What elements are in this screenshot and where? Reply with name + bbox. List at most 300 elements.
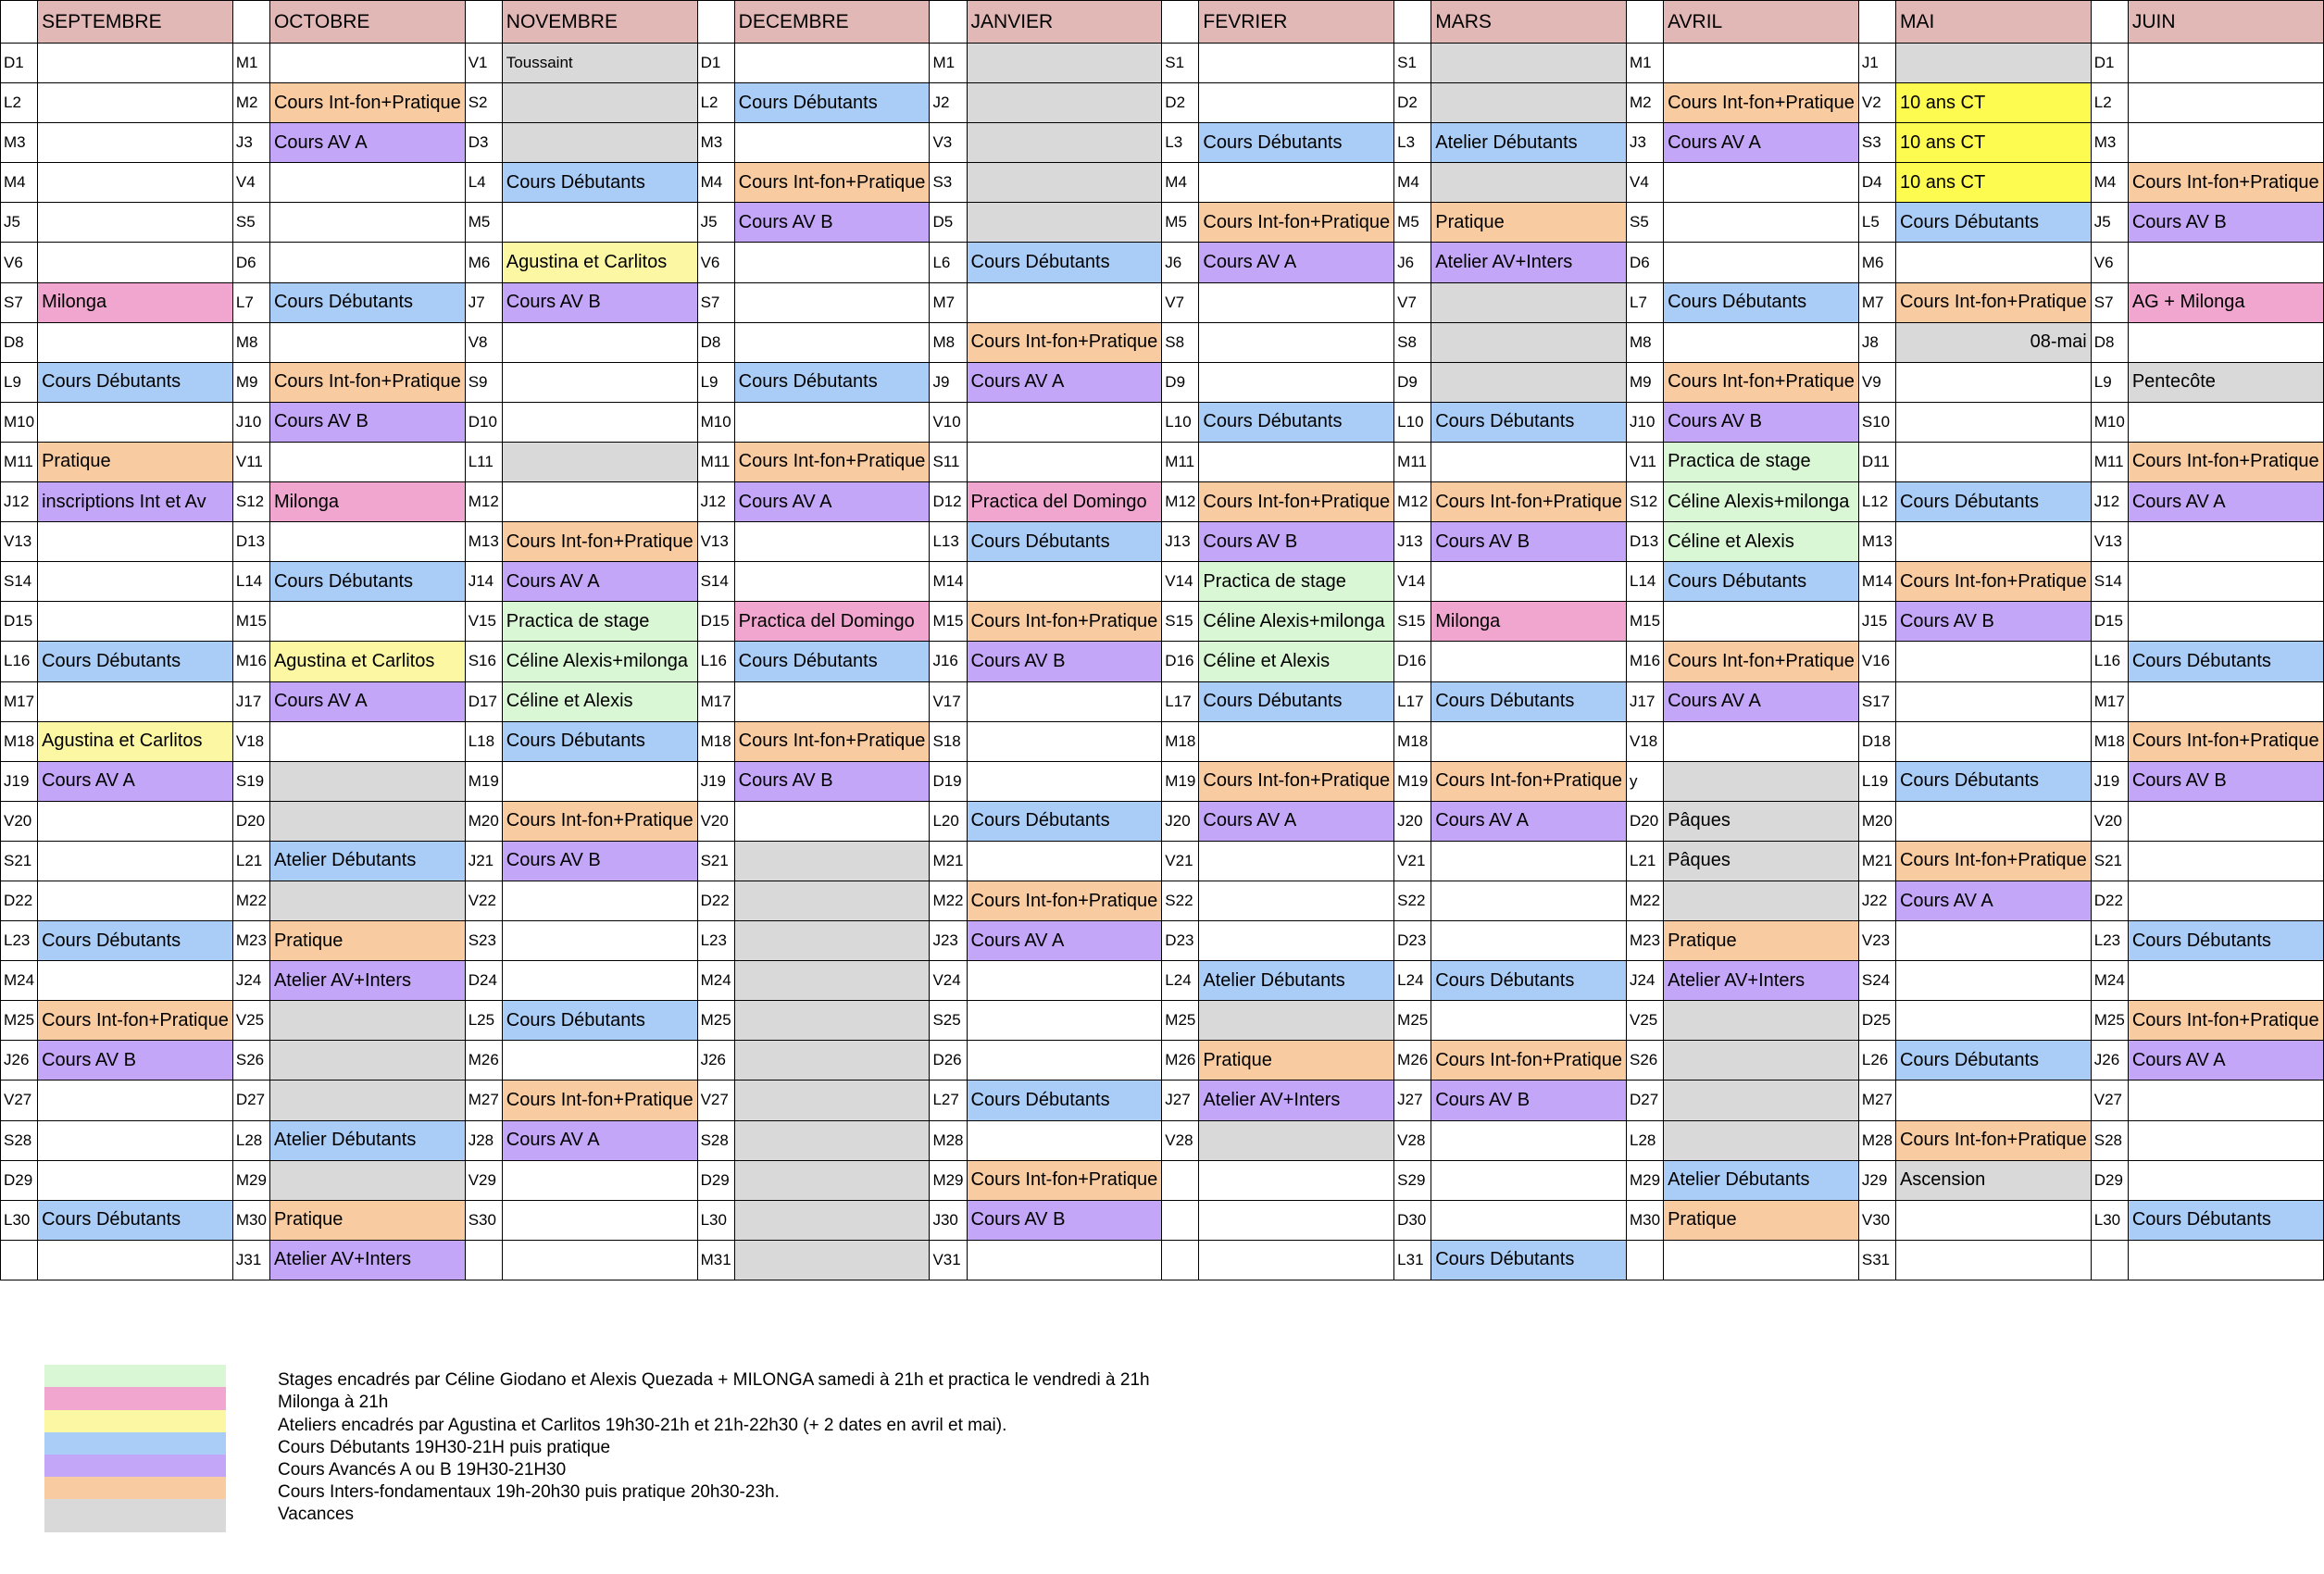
event-cell[interactable]: Cours Débutants [1895, 761, 2091, 801]
event-cell[interactable] [734, 1120, 930, 1160]
event-cell[interactable] [1199, 44, 1394, 83]
event-cell[interactable] [1199, 721, 1394, 761]
event-cell[interactable] [269, 322, 465, 362]
event-cell[interactable]: Cours Int-fon+Pratique [2128, 442, 2323, 481]
event-cell[interactable] [1895, 402, 2091, 442]
event-cell[interactable]: Cours Int-fon+Pratique [502, 522, 697, 562]
event-cell[interactable]: Cours Débutants [1431, 961, 1627, 1001]
event-cell[interactable] [502, 961, 697, 1001]
event-cell[interactable]: Cours AV B [2128, 761, 2323, 801]
event-cell[interactable] [1895, 721, 2091, 761]
event-cell[interactable] [1431, 44, 1627, 83]
event-cell[interactable] [734, 681, 930, 721]
event-cell[interactable]: Cours Débutants [1199, 681, 1394, 721]
event-cell[interactable] [1664, 761, 1859, 801]
event-cell[interactable] [502, 881, 697, 920]
event-cell[interactable]: Cours AV B [269, 402, 465, 442]
event-cell[interactable]: AG + Milonga [2128, 282, 2323, 322]
event-cell[interactable]: Atelier Débutants [269, 1120, 465, 1160]
event-cell[interactable]: Atelier AV+Inters [1431, 243, 1627, 282]
event-cell[interactable] [1664, 243, 1859, 282]
event-cell[interactable]: Cours Int-fon+Pratique [1895, 282, 2091, 322]
event-cell[interactable]: Cours Débutants [502, 163, 697, 203]
event-cell[interactable]: Pratique [1664, 921, 1859, 961]
event-cell[interactable] [734, 801, 930, 841]
event-cell[interactable]: Atelier AV+Inters [1199, 1081, 1394, 1120]
event-cell[interactable]: Cours Int-fon+Pratique [1664, 642, 1859, 681]
event-cell[interactable] [38, 322, 233, 362]
event-cell[interactable] [734, 1240, 930, 1280]
event-cell[interactable]: Cours AV B [1664, 402, 1859, 442]
event-cell[interactable] [1895, 522, 2091, 562]
event-cell[interactable]: Cours AV A [1895, 881, 2091, 920]
event-cell[interactable]: Cours Int-fon+Pratique [1895, 1120, 2091, 1160]
event-cell[interactable]: Milonga [269, 482, 465, 522]
event-cell[interactable] [1664, 1001, 1859, 1041]
event-cell[interactable]: Cours Débutants [1895, 203, 2091, 243]
event-cell[interactable] [734, 881, 930, 920]
event-cell[interactable] [1664, 1240, 1859, 1280]
event-cell[interactable]: Cours AV A [967, 362, 1162, 402]
event-cell[interactable]: Pratique [38, 442, 233, 481]
event-cell[interactable]: Cours AV B [734, 203, 930, 243]
event-cell[interactable] [1431, 362, 1627, 402]
event-cell[interactable] [269, 44, 465, 83]
event-cell[interactable]: Cours Int-fon+Pratique [967, 602, 1162, 642]
event-cell[interactable]: Cours Int-fon+Pratique [967, 881, 1162, 920]
event-cell[interactable] [502, 322, 697, 362]
event-cell[interactable] [1199, 282, 1394, 322]
event-cell[interactable] [1895, 243, 2091, 282]
event-cell[interactable] [734, 123, 930, 163]
event-cell[interactable] [1199, 1160, 1394, 1200]
event-cell[interactable] [1895, 1001, 2091, 1041]
event-cell[interactable] [502, 761, 697, 801]
event-cell[interactable] [2128, 522, 2323, 562]
event-cell[interactable]: Cours Int-fon+Pratique [1431, 482, 1627, 522]
event-cell[interactable] [502, 921, 697, 961]
event-cell[interactable] [734, 44, 930, 83]
event-cell[interactable]: Practica de stage [1664, 442, 1859, 481]
event-cell[interactable] [1664, 881, 1859, 920]
event-cell[interactable]: Cours AV A [1431, 801, 1627, 841]
event-cell[interactable] [1431, 881, 1627, 920]
event-cell[interactable] [1895, 1200, 2091, 1240]
event-cell[interactable]: Céline et Alexis [1199, 642, 1394, 681]
event-cell[interactable]: Cours Débutants [734, 362, 930, 402]
event-cell[interactable]: Cours AV B [1895, 602, 2091, 642]
event-cell[interactable] [1431, 83, 1627, 123]
event-cell[interactable] [2128, 322, 2323, 362]
event-cell[interactable] [1895, 961, 2091, 1001]
event-cell[interactable]: Atelier Débutants [269, 841, 465, 881]
event-cell[interactable]: Cours AV A [1664, 123, 1859, 163]
event-cell[interactable] [1199, 362, 1394, 402]
event-cell[interactable] [2128, 1120, 2323, 1160]
event-cell[interactable] [1431, 322, 1627, 362]
event-cell[interactable] [967, 681, 1162, 721]
event-cell[interactable] [1895, 362, 2091, 402]
event-cell[interactable] [269, 801, 465, 841]
event-cell[interactable] [1664, 1041, 1859, 1081]
event-cell[interactable]: Atelier AV+Inters [269, 961, 465, 1001]
event-cell[interactable]: Cours Débutants [1664, 282, 1859, 322]
event-cell[interactable]: 08-mai [1895, 322, 2091, 362]
event-cell[interactable] [1895, 681, 2091, 721]
event-cell[interactable] [734, 282, 930, 322]
event-cell[interactable] [38, 402, 233, 442]
event-cell[interactable] [1199, 1001, 1394, 1041]
event-cell[interactable] [38, 801, 233, 841]
event-cell[interactable]: Practica de stage [1199, 562, 1394, 602]
event-cell[interactable] [38, 881, 233, 920]
event-cell[interactable]: Céline et Alexis [502, 681, 697, 721]
event-cell[interactable]: Practica de stage [502, 602, 697, 642]
event-cell[interactable] [967, 282, 1162, 322]
event-cell[interactable] [502, 442, 697, 481]
event-cell[interactable]: Cours AV B [1431, 1081, 1627, 1120]
event-cell[interactable] [2128, 83, 2323, 123]
event-cell[interactable] [2128, 1160, 2323, 1200]
event-cell[interactable] [967, 1041, 1162, 1081]
event-cell[interactable] [1664, 721, 1859, 761]
event-cell[interactable]: Agustina et Carlitos [502, 243, 697, 282]
event-cell[interactable] [967, 1120, 1162, 1160]
event-cell[interactable]: Cours AV A [502, 562, 697, 602]
event-cell[interactable]: Cours AV A [1199, 243, 1394, 282]
event-cell[interactable]: Cours AV B [734, 761, 930, 801]
event-cell[interactable] [967, 562, 1162, 602]
event-cell[interactable] [1895, 44, 2091, 83]
event-cell[interactable] [1431, 282, 1627, 322]
event-cell[interactable]: Cours Débutants [734, 83, 930, 123]
event-cell[interactable]: Cours Débutants [1895, 482, 2091, 522]
event-cell[interactable]: Cours Int-fon+Pratique [269, 362, 465, 402]
event-cell[interactable]: Atelier AV+Inters [1664, 961, 1859, 1001]
event-cell[interactable]: Atelier Débutants [1199, 961, 1394, 1001]
event-cell[interactable] [2128, 562, 2323, 602]
event-cell[interactable]: 10 ans CT [1895, 123, 2091, 163]
event-cell[interactable]: Cours Débutants [502, 1001, 697, 1041]
event-cell[interactable] [734, 1160, 930, 1200]
event-cell[interactable] [734, 522, 930, 562]
event-cell[interactable]: Cours AV A [1199, 801, 1394, 841]
event-cell[interactable] [2128, 801, 2323, 841]
event-cell[interactable] [269, 163, 465, 203]
event-cell[interactable] [967, 163, 1162, 203]
event-cell[interactable] [1664, 322, 1859, 362]
event-cell[interactable] [1199, 881, 1394, 920]
event-cell[interactable] [269, 1041, 465, 1081]
event-cell[interactable]: Cours Débutants [2128, 642, 2323, 681]
event-cell[interactable] [269, 442, 465, 481]
event-cell[interactable] [38, 1160, 233, 1200]
event-cell[interactable] [734, 322, 930, 362]
event-cell[interactable] [38, 243, 233, 282]
event-cell[interactable] [269, 203, 465, 243]
event-cell[interactable]: Cours Int-fon+Pratique [38, 1001, 233, 1041]
event-cell[interactable] [269, 1001, 465, 1041]
event-cell[interactable]: Cours AV B [967, 642, 1162, 681]
event-cell[interactable] [734, 1200, 930, 1240]
event-cell[interactable]: Céline et Alexis [1664, 522, 1859, 562]
event-cell[interactable] [38, 1081, 233, 1120]
event-cell[interactable]: Cours AV B [502, 282, 697, 322]
event-cell[interactable]: Pratique [269, 921, 465, 961]
event-cell[interactable]: Cours Débutants [38, 1200, 233, 1240]
event-cell[interactable] [1895, 442, 2091, 481]
event-cell[interactable] [1199, 921, 1394, 961]
event-cell[interactable] [38, 163, 233, 203]
event-cell[interactable]: Cours Débutants [502, 721, 697, 761]
event-cell[interactable]: Agustina et Carlitos [269, 642, 465, 681]
event-cell[interactable] [1199, 322, 1394, 362]
event-cell[interactable]: Agustina et Carlitos [38, 721, 233, 761]
event-cell[interactable] [1199, 163, 1394, 203]
event-cell[interactable]: Cours AV A [2128, 482, 2323, 522]
event-cell[interactable] [967, 841, 1162, 881]
event-cell[interactable]: Cours Int-fon+Pratique [502, 801, 697, 841]
event-cell[interactable] [38, 1120, 233, 1160]
event-cell[interactable] [2128, 123, 2323, 163]
event-cell[interactable]: Cours Int-fon+Pratique [1895, 841, 2091, 881]
event-cell[interactable] [967, 761, 1162, 801]
event-cell[interactable] [269, 1081, 465, 1120]
event-cell[interactable] [734, 1041, 930, 1081]
event-cell[interactable]: Cours AV A [38, 761, 233, 801]
event-cell[interactable] [1199, 442, 1394, 481]
event-cell[interactable]: Cours Int-fon+Pratique [1199, 482, 1394, 522]
event-cell[interactable] [1431, 721, 1627, 761]
event-cell[interactable]: Cours Débutants [2128, 921, 2323, 961]
event-cell[interactable] [502, 123, 697, 163]
event-cell[interactable]: Cours Int-fon+Pratique [2128, 163, 2323, 203]
event-cell[interactable]: Cours Int-fon+Pratique [269, 83, 465, 123]
event-cell[interactable] [734, 562, 930, 602]
event-cell[interactable] [502, 1041, 697, 1081]
event-cell[interactable]: Atelier Débutants [1431, 123, 1627, 163]
event-cell[interactable]: Cours Int-fon+Pratique [1199, 203, 1394, 243]
event-cell[interactable]: Toussaint [502, 44, 697, 83]
event-cell[interactable]: Cours Int-fon+Pratique [1664, 362, 1859, 402]
event-cell[interactable]: Céline Alexis+milonga [502, 642, 697, 681]
event-cell[interactable] [1431, 163, 1627, 203]
event-cell[interactable]: Pâques [1664, 801, 1859, 841]
event-cell[interactable] [1895, 801, 2091, 841]
event-cell[interactable]: Milonga [1431, 602, 1627, 642]
event-cell[interactable]: Pratique [1199, 1041, 1394, 1081]
event-cell[interactable] [967, 1240, 1162, 1280]
event-cell[interactable] [1199, 1120, 1394, 1160]
event-cell[interactable] [269, 602, 465, 642]
event-cell[interactable] [2128, 681, 2323, 721]
event-cell[interactable] [1431, 1160, 1627, 1200]
event-cell[interactable]: Cours Débutants [967, 801, 1162, 841]
event-cell[interactable] [38, 123, 233, 163]
event-cell[interactable] [269, 243, 465, 282]
event-cell[interactable] [38, 83, 233, 123]
event-cell[interactable]: Cours AV B [502, 841, 697, 881]
event-cell[interactable] [734, 841, 930, 881]
event-cell[interactable]: Cours Int-fon+Pratique [967, 322, 1162, 362]
event-cell[interactable] [967, 123, 1162, 163]
event-cell[interactable]: Cours Débutants [1431, 402, 1627, 442]
event-cell[interactable] [1895, 642, 2091, 681]
event-cell[interactable]: Practica del Domingo [734, 602, 930, 642]
event-cell[interactable] [734, 1001, 930, 1041]
event-cell[interactable] [502, 402, 697, 442]
event-cell[interactable] [1431, 562, 1627, 602]
event-cell[interactable]: Cours AV A [269, 123, 465, 163]
event-cell[interactable]: Cours Débutants [38, 362, 233, 402]
event-cell[interactable]: Cours Débutants [2128, 1200, 2323, 1240]
event-cell[interactable]: Cours Int-fon+Pratique [1664, 83, 1859, 123]
event-cell[interactable]: Cours Débutants [967, 243, 1162, 282]
event-cell[interactable]: Cours Débutants [1199, 123, 1394, 163]
event-cell[interactable] [967, 83, 1162, 123]
event-cell[interactable] [1431, 442, 1627, 481]
event-cell[interactable] [734, 402, 930, 442]
event-cell[interactable]: Cours Int-fon+Pratique [967, 1160, 1162, 1200]
event-cell[interactable]: Cours Débutants [38, 921, 233, 961]
event-cell[interactable] [38, 562, 233, 602]
event-cell[interactable] [269, 522, 465, 562]
event-cell[interactable] [1664, 1081, 1859, 1120]
event-cell[interactable] [2128, 881, 2323, 920]
event-cell[interactable] [1664, 1120, 1859, 1160]
event-cell[interactable]: Cours Débutants [1664, 562, 1859, 602]
event-cell[interactable]: Pratique [269, 1200, 465, 1240]
event-cell[interactable] [734, 961, 930, 1001]
event-cell[interactable]: Cours Int-fon+Pratique [2128, 1001, 2323, 1041]
event-cell[interactable]: Pâques [1664, 841, 1859, 881]
event-cell[interactable]: inscriptions Int et Av [38, 482, 233, 522]
event-cell[interactable] [967, 961, 1162, 1001]
event-cell[interactable] [1664, 44, 1859, 83]
event-cell[interactable] [502, 362, 697, 402]
event-cell[interactable]: Practica del Domingo [967, 482, 1162, 522]
event-cell[interactable]: Cours Débutants [38, 642, 233, 681]
event-cell[interactable] [502, 1160, 697, 1200]
event-cell[interactable]: Ascension [1895, 1160, 2091, 1200]
event-cell[interactable] [502, 1200, 697, 1240]
event-cell[interactable]: Cours Int-fon+Pratique [734, 442, 930, 481]
event-cell[interactable]: Cours Débutants [1199, 402, 1394, 442]
event-cell[interactable]: 10 ans CT [1895, 83, 2091, 123]
event-cell[interactable]: Cours Int-fon+Pratique [1431, 761, 1627, 801]
event-cell[interactable] [734, 243, 930, 282]
event-cell[interactable]: Cours Débutants [1895, 1041, 2091, 1081]
event-cell[interactable]: Céline Alexis+milonga [1664, 482, 1859, 522]
event-cell[interactable]: Cours Débutants [734, 642, 930, 681]
event-cell[interactable] [1431, 1200, 1627, 1240]
event-cell[interactable] [502, 1240, 697, 1280]
event-cell[interactable] [269, 761, 465, 801]
event-cell[interactable]: Cours Int-fon+Pratique [734, 163, 930, 203]
event-cell[interactable] [1199, 83, 1394, 123]
event-cell[interactable]: Atelier AV+Inters [269, 1240, 465, 1280]
event-cell[interactable] [1431, 642, 1627, 681]
event-cell[interactable] [967, 44, 1162, 83]
event-cell[interactable] [1895, 1240, 2091, 1280]
event-cell[interactable] [502, 203, 697, 243]
event-cell[interactable] [38, 203, 233, 243]
event-cell[interactable]: Cours AV B [2128, 203, 2323, 243]
event-cell[interactable]: Cours Débutants [269, 562, 465, 602]
event-cell[interactable] [2128, 44, 2323, 83]
event-cell[interactable] [1664, 163, 1859, 203]
event-cell[interactable] [38, 961, 233, 1001]
event-cell[interactable]: Cours AV A [734, 482, 930, 522]
event-cell[interactable]: Cours Débutants [1431, 1240, 1627, 1280]
event-cell[interactable]: Cours Débutants [1431, 681, 1627, 721]
event-cell[interactable]: Cours Débutants [269, 282, 465, 322]
event-cell[interactable] [967, 1001, 1162, 1041]
event-cell[interactable] [2128, 841, 2323, 881]
event-cell[interactable]: Cours Int-fon+Pratique [1199, 761, 1394, 801]
event-cell[interactable]: Cours AV A [967, 921, 1162, 961]
event-cell[interactable] [734, 1081, 930, 1120]
event-cell[interactable]: Cours AV B [38, 1041, 233, 1081]
event-cell[interactable]: Cours Débutants [967, 1081, 1162, 1120]
event-cell[interactable] [967, 203, 1162, 243]
event-cell[interactable] [1431, 1001, 1627, 1041]
event-cell[interactable] [2128, 961, 2323, 1001]
event-cell[interactable] [1199, 841, 1394, 881]
event-cell[interactable] [1664, 203, 1859, 243]
event-cell[interactable] [269, 721, 465, 761]
event-cell[interactable]: Cours AV B [1199, 522, 1394, 562]
event-cell[interactable] [2128, 243, 2323, 282]
event-cell[interactable] [1199, 1240, 1394, 1280]
event-cell[interactable]: Atelier Débutants [1664, 1160, 1859, 1200]
event-cell[interactable] [1431, 921, 1627, 961]
event-cell[interactable] [1431, 1120, 1627, 1160]
event-cell[interactable]: Milonga [38, 282, 233, 322]
event-cell[interactable] [38, 602, 233, 642]
event-cell[interactable] [1664, 602, 1859, 642]
event-cell[interactable] [734, 921, 930, 961]
event-cell[interactable]: Cours Int-fon+Pratique [1895, 562, 2091, 602]
event-cell[interactable]: Pentecôte [2128, 362, 2323, 402]
event-cell[interactable] [269, 1160, 465, 1200]
event-cell[interactable] [502, 83, 697, 123]
event-cell[interactable] [38, 1240, 233, 1280]
event-cell[interactable] [1431, 841, 1627, 881]
event-cell[interactable]: Cours Int-fon+Pratique [734, 721, 930, 761]
event-cell[interactable] [1895, 921, 2091, 961]
event-cell[interactable]: Cours Int-fon+Pratique [1431, 1041, 1627, 1081]
event-cell[interactable]: Cours AV B [1431, 522, 1627, 562]
event-cell[interactable]: Cours AV A [2128, 1041, 2323, 1081]
event-cell[interactable] [2128, 602, 2323, 642]
event-cell[interactable] [967, 402, 1162, 442]
event-cell[interactable] [2128, 1081, 2323, 1120]
event-cell[interactable] [269, 881, 465, 920]
event-cell[interactable]: Cours Int-fon+Pratique [2128, 721, 2323, 761]
event-cell[interactable] [967, 721, 1162, 761]
event-cell[interactable] [2128, 402, 2323, 442]
event-cell[interactable] [1895, 1081, 2091, 1120]
event-cell[interactable] [502, 482, 697, 522]
event-cell[interactable]: Cours Int-fon+Pratique [502, 1081, 697, 1120]
event-cell[interactable]: Cours Débutants [967, 522, 1162, 562]
event-cell[interactable]: Pratique [1431, 203, 1627, 243]
event-cell[interactable] [38, 841, 233, 881]
event-cell[interactable]: Pratique [1664, 1200, 1859, 1240]
event-cell[interactable] [38, 522, 233, 562]
event-cell[interactable] [967, 442, 1162, 481]
